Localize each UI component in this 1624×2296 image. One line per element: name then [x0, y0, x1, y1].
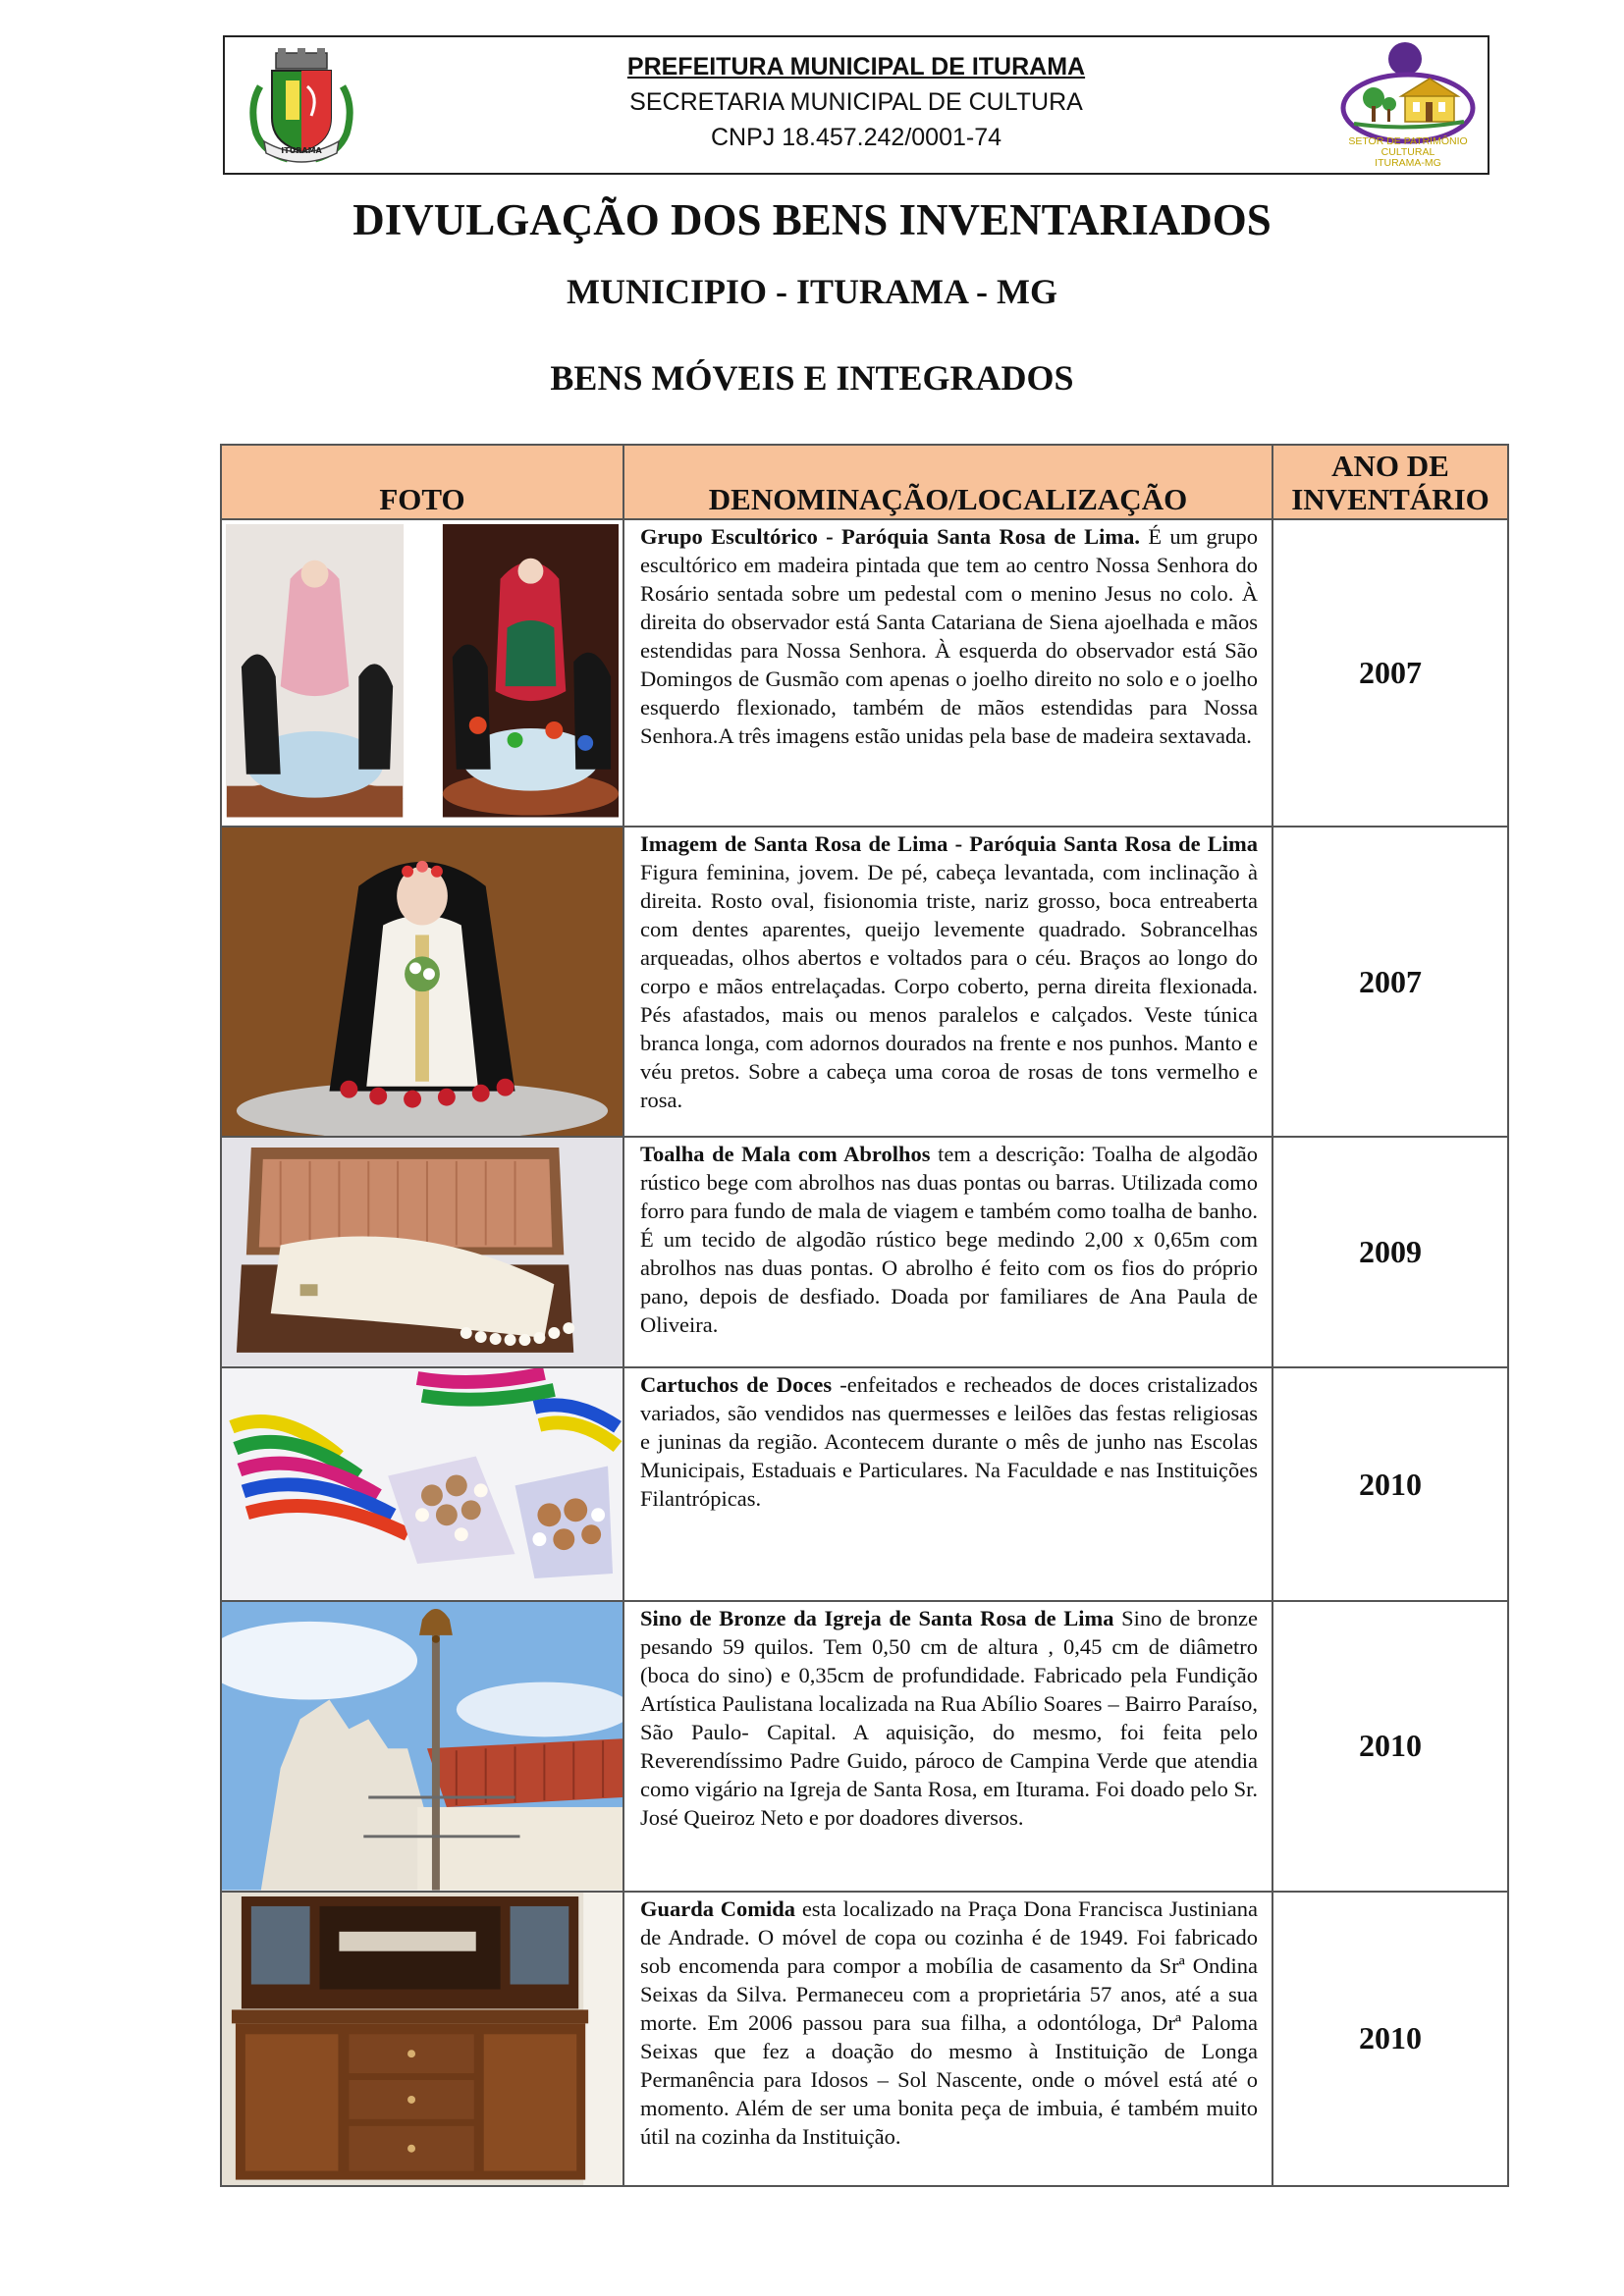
- prefeitura-title: PREFEITURA MUNICIPAL DE ITURAMA: [626, 53, 1086, 80]
- letterhead: [223, 35, 1489, 175]
- header-ano-line2: INVENTÁRIO: [1291, 482, 1489, 516]
- photo-cartuchos: [221, 1367, 623, 1601]
- statue-photo-icon: [222, 828, 623, 1136]
- inventory-year: 2010: [1272, 1601, 1508, 1892]
- suitcase-photo-icon: [222, 1138, 623, 1366]
- photo-santa-rosa: [221, 827, 623, 1137]
- candy-cones-photo-icon: [222, 1368, 623, 1600]
- item-text: esta localizado na Praça Dona Francisca Justiniana de Andrade. O móvel de copa ou cozinha é de 1949. Foi fabricado sob encomenda para compor a mobília de casamento da Srª Ondina Seixas da Silva. Permaneceu com a proprietária 57 anos, até a sua morte. Em 2006 passou para sua filha, a odontóloga, Drª Paloma Seixas que fez a doação do mesmo à Instituição de Longa Permanência para Idosos – Sol Nascente, onde o móvel está até o momento. Além de ser uma bonita peça de imbuia, é também muito útil na cozinha da Instituição.: [640, 1896, 1258, 2149]
- row-description: [623, 1367, 1272, 1601]
- table-row: [221, 1601, 1508, 1892]
- row-description: [623, 827, 1272, 1137]
- bell-photo-icon: [222, 1602, 623, 1891]
- table-header-row: [221, 445, 1508, 519]
- inventory-year: 2009: [1272, 1137, 1508, 1367]
- cnpj: CNPJ 18.457.242/0001-74: [710, 124, 1002, 151]
- item-title: Imagem de Santa Rosa de Lima - Paróquia Santa Rosa de Lima: [640, 831, 1258, 856]
- item-title: Guarda Comida: [640, 1896, 796, 1921]
- setor-caption-line2: ITURAMA-MG: [1375, 157, 1441, 169]
- page-title: DIVULGAÇÃO DOS BENS INVENTARIADOS: [352, 195, 1272, 244]
- table-row: [221, 827, 1508, 1137]
- sculpture-photo-icon: [222, 520, 623, 823]
- item-title: Cartuchos de Doces: [640, 1372, 833, 1398]
- setor-caption-line1: SETOR DE PATRIMÔNIO CULTURAL: [1348, 135, 1468, 158]
- item-title: Grupo Escultórico - Paróquia Santa Rosa de Lima.: [640, 524, 1140, 549]
- municipio-subtitle: MUNICIPIO - ITURAMA - MG: [567, 272, 1057, 311]
- row-description: [623, 1601, 1272, 1892]
- item-text: tem a descrição: Toalha de algodão rústico bege com abrolhos nas duas pontas ou barras. Utilizada como forro para fundo de mala de viagem e também como toalha de banho. É um tecido de algodão rústico bege medindo 2,00 x 0,65m com abrolhos nas duas pontas. O abrolho é feito com os fios do próprio pano, depois de desfiado. Doada por familiares de Ana Paula de Oliveira.: [640, 1142, 1259, 1338]
- categoria-subtitle: BENS MÓVEIS E INTEGRADOS: [550, 358, 1074, 398]
- setor-patrimonio-logo: [1334, 39, 1482, 173]
- photo-guarda-comida: [221, 1892, 623, 2187]
- item-text: Sino de bronze pesando 59 quilos. Tem 0,50 cm de altura , 0,45 cm de diâmetro (boca do sino) e 0,35cm de profundidade. Fabricado pela Fundição Artística Paulistana localizada na Rua Abílio Soares – Bairro Paraíso, São Paulo- Capital. A aquisição, do mesmo, foi feita pelo Reverendíssimo Padre Guido, pároco de Campina Verde que atendia como vigário na Igreja de Santa Rosa, em Iturama. Foi doado pelo Sr. José Queiroz Neto e por doadores diversos.: [640, 1606, 1258, 1831]
- photo-sino: [221, 1601, 623, 1892]
- patrimonio-house-icon: [1334, 39, 1482, 147]
- table-row: [221, 1367, 1508, 1601]
- table-row: [221, 519, 1508, 827]
- photo-toalha-mala: [221, 1137, 623, 1367]
- secretaria-title: SECRETARIA MUNICIPAL DE CULTURA: [629, 88, 1083, 116]
- row-description: [623, 1137, 1272, 1367]
- svg-text:ITURAMA: ITURAMA: [281, 146, 322, 155]
- table-row: [221, 1137, 1508, 1367]
- inventory-year: 2010: [1272, 1892, 1508, 2187]
- inventory-year: 2007: [1272, 827, 1508, 1137]
- inventory-year: 2007: [1272, 519, 1508, 827]
- item-text: -enfeitados e recheados de doces cristalizados variados, são vendidos nas quermesses e leilões das festas religiosas e juninas da região. Acontecem durante o mês de junho nas Escolas Municipais, Estaduais e Particulares. Na Faculdade e nas Instituições Filantrópicas.: [640, 1372, 1258, 1512]
- item-title: Toalha de Mala com Abrolhos: [640, 1142, 931, 1167]
- inventory-year: 2010: [1272, 1367, 1508, 1601]
- table-row: [221, 1892, 1508, 2187]
- item-text: É um grupo escultórico em madeira pintada que tem ao centro Nossa Senhora do Rosário sentada sobre um pedestal com o menino Jesus no colo. À direita do observador está Santa Catariana de Siena ajoelhada e mãos estendidas para Nossa Senhora. À esquerda do observador está São Domingos de Gusmão com apenas o joelho direito no solo e o joelho esquerdo flexionado, também de mãos estendidas para Nossa Senhora.A três imagens estão unidas pela base de madeira sextavada.: [640, 524, 1258, 748]
- item-text: Figura feminina, jovem. De pé, cabeça levantada, com inclinação à direita. Rosto oval, fisionomia triste, nariz grosso, boca entreaberta com dentes aparentes, queijo levemente quadrado. Sobrancelhas arqueadas, olhos abertos e voltados para o céu. Braços ao longo do corpo e mãos entrelaçadas. Corpo coberto, perna direita flexionada. Pés afastados, mais ou menos paralelos e calçados. Veste túnica branca longa, com adornos dourados na frente e nos punhos. Manto e véu pretos. Sobre a cabeça uma coroa de rosas de tons vermelho e rosa.: [640, 860, 1258, 1112]
- header-denominacao: DENOMINAÇÃO/LOCALIZAÇÃO: [623, 445, 1272, 519]
- header-ano: [1272, 445, 1508, 519]
- item-title: Sino de Bronze da Igreja de Santa Rosa de Lima: [640, 1606, 1114, 1631]
- photo-grupo-escultorico: [221, 519, 623, 827]
- header-foto: FOTO: [221, 445, 623, 519]
- cupboard-photo-icon: [222, 1893, 623, 2186]
- bens-table: [220, 444, 1509, 2187]
- header-ano-line1: ANO DE: [1331, 449, 1449, 483]
- row-description: [623, 519, 1272, 827]
- row-description: [623, 1892, 1272, 2187]
